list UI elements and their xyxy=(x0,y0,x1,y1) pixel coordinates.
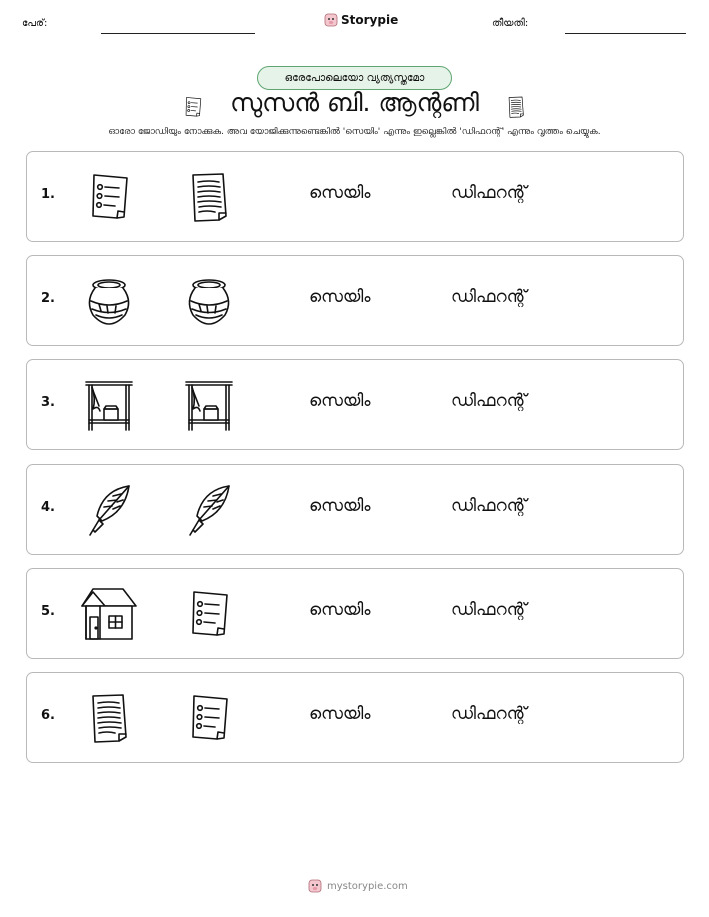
right-picture xyxy=(179,271,239,331)
instructions: ഓരോ ജോഡിയും നോക്കുക. അവ യോജിക്കുന്നുണ്ടെങ്കിൽ 'സെയിം' എന്നും ഇല്ലെങ്കിൽ 'ഡിഫറന്റ്' എന്നും വൃത്തം ചെയ്യുക. xyxy=(108,127,601,137)
quill-pen-icon xyxy=(179,480,239,540)
checklist-icon xyxy=(179,584,239,644)
option-different[interactable]: ഡിഫറന്റ് xyxy=(451,183,527,203)
window-table-icon xyxy=(79,375,139,435)
option-different[interactable]: ഡിഫറന്റ് xyxy=(451,496,527,516)
right-picture xyxy=(179,584,239,644)
brand-name: Storypie xyxy=(341,13,399,27)
quill-pen-icon xyxy=(79,480,139,540)
name-field-line[interactable] xyxy=(101,33,255,34)
date-field-line[interactable] xyxy=(565,33,686,34)
option-same[interactable]: സെയിം xyxy=(309,391,371,411)
checklist-icon xyxy=(79,167,139,227)
left-picture xyxy=(79,480,139,540)
window-table-icon xyxy=(179,375,239,435)
question-row xyxy=(26,359,684,450)
footer-site-link[interactable]: mystorypie.com xyxy=(327,880,408,892)
question-row xyxy=(26,151,684,242)
title-document-icon xyxy=(503,92,529,122)
option-different[interactable]: ഡിഫറന്റ് xyxy=(451,704,527,724)
question-row xyxy=(26,672,684,763)
question-number: 4. xyxy=(41,500,55,515)
right-picture xyxy=(179,480,239,540)
question-number: 2. xyxy=(41,291,55,306)
storypie-logo xyxy=(324,13,398,27)
date-label: തീയതി: xyxy=(492,18,529,29)
question-row xyxy=(26,255,684,346)
option-different[interactable]: ഡിഫറന്റ് xyxy=(451,391,527,411)
question-row xyxy=(26,568,684,659)
document-icon xyxy=(79,688,139,748)
left-picture xyxy=(79,271,139,331)
clay-pot-icon xyxy=(79,271,139,331)
checklist-icon xyxy=(179,688,239,748)
question-number: 5. xyxy=(41,604,55,619)
house-icon xyxy=(79,584,139,644)
name-label: പേര്: xyxy=(22,18,48,29)
document-icon xyxy=(503,92,529,122)
left-picture xyxy=(79,584,139,644)
worksheet-title: സുസൻ ബി. ആന്റണി xyxy=(230,88,479,117)
option-different[interactable]: ഡിഫറന്റ് xyxy=(451,600,527,620)
right-picture xyxy=(179,375,239,435)
question-number: 1. xyxy=(41,187,55,202)
left-picture xyxy=(79,167,139,227)
pig-mascot-icon xyxy=(324,13,338,27)
footer xyxy=(308,879,408,893)
left-picture xyxy=(79,688,139,748)
question-number: 6. xyxy=(41,708,55,723)
option-same[interactable]: സെയിം xyxy=(309,496,371,516)
document-icon xyxy=(179,167,239,227)
question-row xyxy=(26,464,684,555)
clay-pot-icon xyxy=(179,271,239,331)
worksheet-type-badge: ഒരേപോലെയോ വ്യത്യസ്തമോ xyxy=(257,66,452,90)
option-same[interactable]: സെയിം xyxy=(309,704,371,724)
right-picture xyxy=(179,167,239,227)
pig-mascot-icon xyxy=(308,879,322,893)
left-picture xyxy=(79,375,139,435)
question-number: 3. xyxy=(41,395,55,410)
option-same[interactable]: സെയിം xyxy=(309,287,371,307)
option-same[interactable]: സെയിം xyxy=(309,600,371,620)
option-same[interactable]: സെയിം xyxy=(309,183,371,203)
option-different[interactable]: ഡിഫറന്റ് xyxy=(451,287,527,307)
right-picture xyxy=(179,688,239,748)
